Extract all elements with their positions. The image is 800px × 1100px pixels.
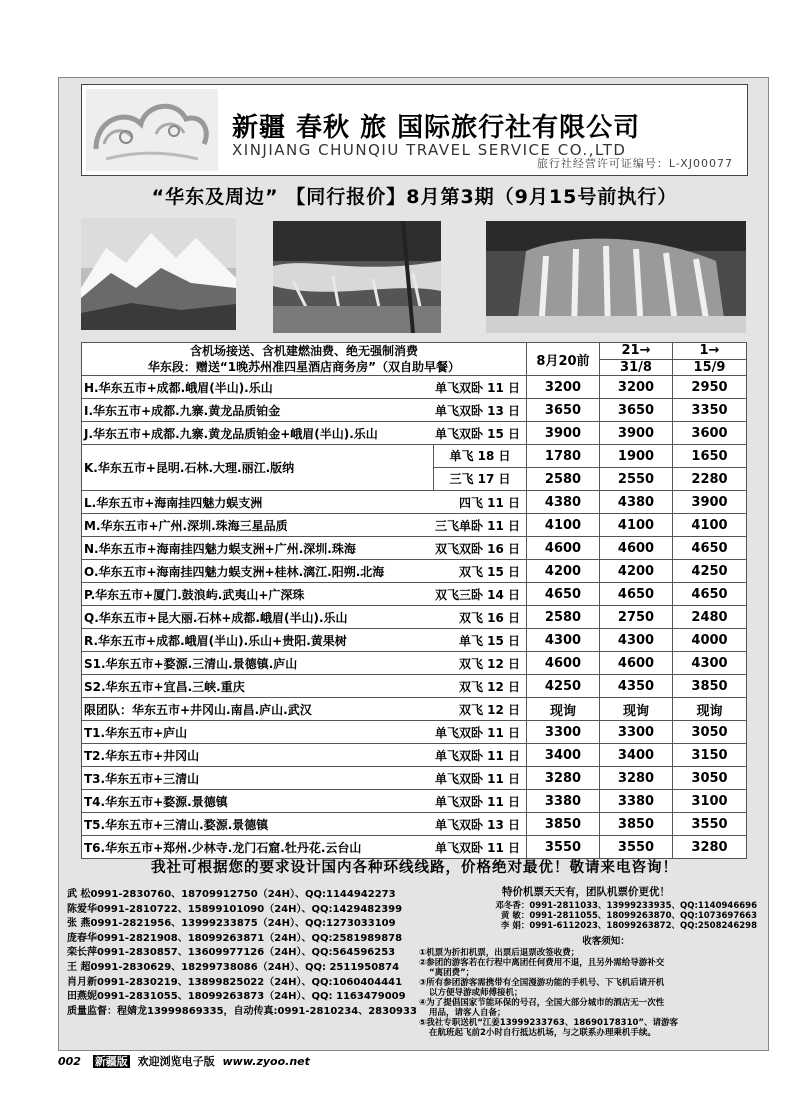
trip-type: 单飞双卧 11 日 — [434, 794, 520, 809]
price-cell-2: 4300 — [600, 629, 673, 652]
table-row — [82, 790, 747, 813]
notice-text: ④为了提倡国家节能环保的号召，全国大部分城市的酒店无一次性 — [419, 998, 665, 1008]
ticket-promo-title: 特价机票天天有，团队机票价更优！ — [502, 886, 670, 898]
table-row — [82, 767, 747, 790]
route-cell-k — [82, 445, 527, 491]
notice-item — [411, 998, 761, 1018]
price-cell-1: 4100 — [527, 514, 600, 537]
route-name: Q.华东五市+昆大丽.石林+成都.峨眉(半山).乐山 — [84, 610, 348, 625]
price-cell-1: 3280 — [527, 767, 600, 790]
company-name-cn: 新疆 春秋 旅 国际旅行社有限公司 — [232, 113, 641, 143]
price-cell-1: 4200 — [527, 560, 600, 583]
trip-type: 四飞 11 日 — [458, 495, 520, 510]
notice-item — [411, 948, 761, 958]
price-cell-2: 2550 — [600, 468, 673, 491]
edition-badge: 新疆版 — [94, 1055, 128, 1068]
route-cell — [82, 698, 527, 721]
route-cell — [82, 813, 527, 836]
route-name: R.华东五市+成都.峨眉(半山).乐山+贵阳.黄果树 — [84, 633, 347, 648]
table-row — [82, 399, 747, 422]
price-cell-3: 3100 — [673, 790, 747, 813]
route-name: J.华东五市+成都.九寨.黄龙品质铂金+峨眉(半山).乐山 — [84, 426, 378, 441]
page-number: 002 — [58, 1055, 81, 1068]
route-name: N.华东五市+海南挂四魅力蜈支洲+广州.深圳.珠海 — [84, 541, 356, 556]
custom-route-slogan: 我社可根据您的要求设计国内各种环线线路，价格绝对最优！敬请来电咨询！ — [151, 860, 678, 876]
notice-text: ①机票为折扣机票，出票后退票改签收费； — [419, 948, 580, 958]
notice-text: ③所有参团游客需携带有全国漫游功能的手机号、下飞机后请开机 — [419, 978, 665, 988]
price-cell-2: 3850 — [600, 813, 673, 836]
price-cell-2: 3380 — [600, 790, 673, 813]
contact-line: 田燕妮0991-2831055、18099263873（24H）、QQ: 1163479009 — [67, 991, 406, 1003]
price-cell-2: 4350 — [600, 675, 673, 698]
price-cell-1: 1780 — [527, 445, 600, 468]
table-row — [82, 445, 747, 468]
route-cell — [82, 560, 527, 583]
price-cell-3: 2480 — [673, 606, 747, 629]
notice-title: 收客须知： — [582, 936, 630, 947]
route-name: M.华东五市+广州.深圳.珠海三星品质 — [84, 518, 288, 533]
price-cell-3: 3850 — [673, 675, 747, 698]
price-cell-1: 现询 — [527, 698, 600, 721]
waterfall-stream-photo — [273, 221, 441, 333]
table-row — [82, 560, 747, 583]
header-note-line1: 含机场接送、含机建燃油费、绝无强制消费 — [189, 344, 418, 358]
contact-line: 陈爱华0991-2810722、15899101090（24H）、QQ:1429482399 — [67, 903, 403, 915]
price-cell-3: 3280 — [673, 836, 747, 859]
route-name: T6.华东五市+郑州.少林寺.龙门石窟.牡丹花.云台山 — [84, 840, 362, 855]
trip-type: 单飞双卧 11 日 — [434, 748, 520, 763]
website-link[interactable]: www.zyoo.net — [222, 1055, 310, 1068]
contact-line: 张 燕0991-2821956、13999233875（24H）、QQ:1273033109 — [67, 918, 396, 930]
price-cell-1: 4650 — [527, 583, 600, 606]
route-cell — [82, 629, 527, 652]
ticket-contact-line: 邓冬香：0991-2811033、13999233935、QQ:1140946696 — [495, 901, 757, 911]
trip-type: 双飞 12 日 — [458, 702, 520, 717]
trip-type: 双飞 15 日 — [458, 564, 520, 579]
price-cell-1: 3850 — [527, 813, 600, 836]
price-cell-3: 4100 — [673, 514, 747, 537]
price-cell-2: 现询 — [600, 698, 673, 721]
price-cell-1: 4600 — [527, 537, 600, 560]
trip-type: 单飞双卧 11 日 — [434, 840, 520, 855]
table-row — [82, 606, 747, 629]
price-cell-3: 2280 — [673, 468, 747, 491]
price-cell-1: 3550 — [527, 836, 600, 859]
ticket-contact-line: 李 娟：0991-6112023、18099263872、QQ:2508246298 — [500, 921, 757, 931]
price-cell-3: 3900 — [673, 491, 747, 514]
price-table — [81, 342, 747, 859]
table-row — [82, 514, 747, 537]
price-cell-1: 3400 — [527, 744, 600, 767]
table-header-row — [82, 343, 747, 360]
page-footer — [58, 1053, 310, 1069]
route-name: T1.华东五市+庐山 — [84, 725, 188, 740]
price-cell-2: 3280 — [600, 767, 673, 790]
contact-list — [67, 888, 417, 1019]
trip-type: 单飞双卧 11 日 — [434, 380, 520, 395]
quote-headline: “华东及周边” 【同行报价】8月第3期（9月15号前执行） — [151, 186, 678, 208]
price-cell-2: 4650 — [600, 583, 673, 606]
route-cell — [82, 491, 527, 514]
route-cell — [82, 721, 527, 744]
trip-type: 三飞单卧 11 日 — [434, 518, 520, 533]
trip-type: 双飞 16 日 — [458, 610, 520, 625]
price-cell-1: 4250 — [527, 675, 600, 698]
notice-text-cont: 用品，请客人自备； — [429, 1008, 506, 1018]
price-cell-2: 1900 — [600, 445, 673, 468]
contact-line: 肖月新0991-2830219、13899825022（24H）、QQ:1060404441 — [67, 976, 403, 988]
trip-type: 双飞三卧 14 日 — [434, 587, 520, 602]
price-cell-3: 4000 — [673, 629, 747, 652]
route-name: 限团队：华东五市+井冈山.南昌.庐山.武汉 — [84, 702, 312, 717]
notice-text-cont: 在航班起飞前2小时自行抵达机场，与之联系办理乘机手续。 — [429, 1028, 656, 1038]
notice-text: ②参团的游客若在行程中离团任何费用不退，且另外需给导游补交 — [419, 958, 665, 968]
price-cell-1: 3200 — [527, 376, 600, 399]
snow-mountain-photo — [81, 218, 236, 330]
price-cell-3: 4650 — [673, 583, 747, 606]
price-cell-2: 3200 — [600, 376, 673, 399]
table-row — [82, 652, 747, 675]
notice-text-cont: “离团费”； — [429, 968, 475, 978]
route-cell — [82, 675, 527, 698]
price-cell-2: 2750 — [600, 606, 673, 629]
trip-type: 双飞 12 日 — [458, 656, 520, 671]
route-cell — [82, 399, 527, 422]
route-name: T4.华东五市+婺源.景德镇 — [84, 794, 228, 809]
price-cell-1: 4600 — [527, 652, 600, 675]
trip-type: 单飞双卧 13 日 — [434, 403, 520, 418]
route-cell — [82, 767, 527, 790]
route-name: T5.华东五市+三清山.婺源.景德镇 — [84, 817, 269, 832]
price-cell-1: 2580 — [527, 606, 600, 629]
route-name: O.华东五市+海南挂四魅力蜈支洲+桂林.漓江.阳朔.北海 — [84, 564, 385, 579]
route-cell — [82, 652, 527, 675]
route-name: S2.华东五市+宜昌.三峡.重庆 — [84, 679, 245, 694]
notice-text: ⑤我社专职送机“江姜13999233763、18690178310”、请游客 — [419, 1018, 678, 1028]
price-cell-2: 3900 — [600, 422, 673, 445]
notice-item — [411, 978, 761, 998]
price-cell-2: 4200 — [600, 560, 673, 583]
col-header-aug31: 31/8 — [600, 359, 673, 376]
price-cell-2: 4380 — [600, 491, 673, 514]
route-name: I.华东五市+成都.九寨.黄龙品质铂金 — [84, 403, 281, 418]
notice-item — [411, 958, 761, 978]
company-name-en: XINJIANG CHUNQIU TRAVEL SERVICE CO.,LTD — [232, 141, 627, 159]
table-row — [82, 698, 747, 721]
price-cell-3: 现询 — [673, 698, 747, 721]
table-row — [82, 491, 747, 514]
header-note-line2: 华东段：赠送“1晚苏州准四星酒店商务房”（双自助早餐） — [147, 360, 461, 374]
price-cell-1: 4300 — [527, 629, 600, 652]
trip-type: 单飞双卧 11 日 — [434, 771, 520, 786]
col-header-sep1: 1→ — [673, 343, 747, 360]
route-cell — [82, 583, 527, 606]
notice-text-cont: 以方便导游或师傅接机； — [429, 988, 523, 998]
route-name: K.华东五市+昆明.石林.大理.丽江.版纳 — [84, 461, 295, 475]
trip-type: 双飞双卧 16 日 — [434, 541, 520, 556]
trip-type: 单飞双卧 13 日 — [434, 817, 520, 832]
company-header — [81, 84, 748, 176]
contact-line: 庞春华0991-2821908、18099263871（24H）、QQ:2581989878 — [67, 932, 403, 944]
price-cell-3: 3350 — [673, 399, 747, 422]
price-cell-3: 3550 — [673, 813, 747, 836]
price-cell-3: 4300 — [673, 652, 747, 675]
table-row — [82, 721, 747, 744]
price-cell-3: 3150 — [673, 744, 747, 767]
table-row — [82, 376, 747, 399]
route-cell — [82, 422, 527, 445]
price-cell-1: 3650 — [527, 399, 600, 422]
route-cell — [82, 537, 527, 560]
price-cell-3: 1650 — [673, 445, 747, 468]
ticket-notice-box — [411, 884, 761, 1038]
table-row — [82, 813, 747, 836]
trip-type: 单飞双卧 15 日 — [434, 426, 520, 441]
route-name: P.华东五市+厦门.鼓浪屿.武夷山+广深珠 — [84, 587, 305, 602]
route-cell — [82, 514, 527, 537]
trip-type: 单飞 18 日 — [434, 445, 526, 468]
trip-type: 三飞 17 日 — [449, 472, 511, 486]
table-row — [82, 744, 747, 767]
price-cell-1: 4380 — [527, 491, 600, 514]
cloud-pattern-logo — [86, 89, 218, 171]
price-cell-2: 3650 — [600, 399, 673, 422]
route-cell — [82, 744, 527, 767]
route-name: S1.华东五市+婺源.三清山.景德镇.庐山 — [84, 656, 298, 671]
price-cell-3: 4650 — [673, 537, 747, 560]
trip-type: 单飞 15 日 — [458, 633, 520, 648]
route-cell — [82, 790, 527, 813]
table-header-note — [82, 343, 527, 376]
notice-item — [411, 1018, 761, 1038]
footer-text: 欢迎浏览电子版 — [137, 1055, 215, 1068]
route-cell — [82, 376, 527, 399]
brochure-page — [58, 77, 769, 1051]
price-cell-3: 3050 — [673, 721, 747, 744]
price-cell-1: 3900 — [527, 422, 600, 445]
route-name: H.华东五市+成都.峨眉(半山).乐山 — [84, 380, 273, 395]
price-cell-3: 3600 — [673, 422, 747, 445]
table-row — [82, 422, 747, 445]
trip-type: 双飞 12 日 — [458, 679, 520, 694]
large-waterfall-photo — [486, 221, 746, 333]
table-row — [82, 537, 747, 560]
price-cell-1: 3300 — [527, 721, 600, 744]
price-cell-2: 4600 — [600, 652, 673, 675]
route-name: T3.华东五市+三清山 — [84, 771, 200, 786]
route-cell — [82, 606, 527, 629]
contact-line: 栾长萍0991-2830857、13609977126（24H）、QQ:564596253 — [67, 947, 396, 959]
price-cell-3: 3050 — [673, 767, 747, 790]
price-cell-2: 4600 — [600, 537, 673, 560]
route-name: L.华东五市+海南挂四魅力蜈支洲 — [84, 495, 263, 510]
price-cell-2: 4100 — [600, 514, 673, 537]
price-cell-2: 3400 — [600, 744, 673, 767]
license-number: 旅行社经营许可证编号：L-XJ00077 — [536, 157, 733, 170]
table-row — [82, 583, 747, 606]
contact-line: 王 超0991-2830629、18299738086（24H）、QQ: 2511950874 — [67, 961, 400, 973]
price-cell-2: 3550 — [600, 836, 673, 859]
price-cell-2: 3300 — [600, 721, 673, 744]
price-cell-1: 2580 — [527, 468, 600, 491]
col-header-aug20: 8月20前 — [527, 343, 600, 376]
ticket-contact-line: 黄 敏：0991-2811055、18099263870、QQ:1073697663 — [500, 911, 757, 921]
col-header-sep15: 15/9 — [673, 359, 747, 376]
trip-type: 单飞双卧 11 日 — [434, 725, 520, 740]
col-header-aug21: 21→ — [600, 343, 673, 360]
price-cell-3: 2950 — [673, 376, 747, 399]
contact-line: 质量监督：程婧龙13999869335，自动传真:0991-2810234、2830933 — [67, 1005, 417, 1017]
table-row — [82, 675, 747, 698]
price-cell-3: 4250 — [673, 560, 747, 583]
table-row — [82, 629, 747, 652]
route-name: T2.华东五市+井冈山 — [84, 748, 200, 763]
contact-line: 武 松0991-2830760、18709912750（24H）、QQ:1144942273 — [67, 889, 396, 900]
price-cell-1: 3380 — [527, 790, 600, 813]
